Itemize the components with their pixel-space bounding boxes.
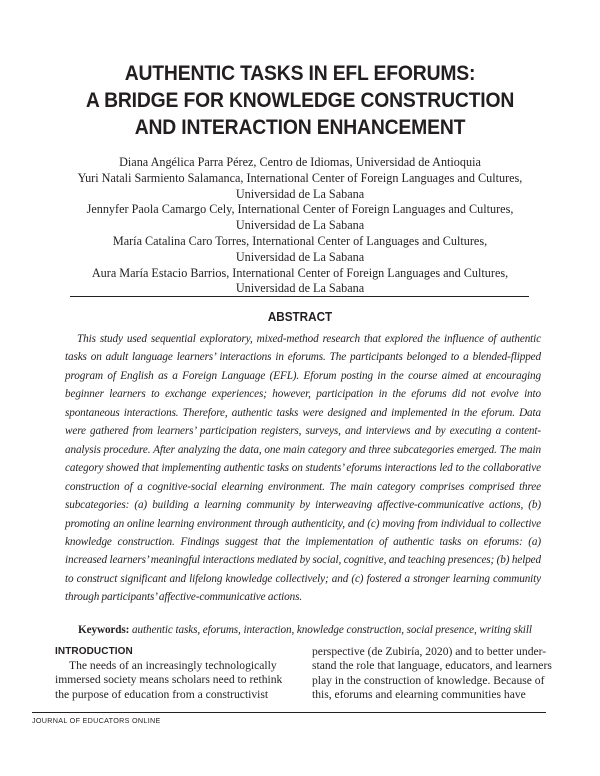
author-line: Jennyfer Paola Camargo Cely, International Center of Foreign Languages and Cultures,: [86, 202, 514, 217]
body-line: perspective (de Zubiría, 2020) and to better under-: [312, 645, 547, 658]
keywords-label: Keywords:: [78, 624, 130, 636]
abstract-body: [65, 330, 541, 607]
author-line: Universidad de La Sabana: [235, 249, 365, 264]
body-column-right: [312, 645, 552, 703]
body-line: stand the role that language, educators, and learners: [312, 659, 552, 673]
body-line: the purpose of education from a constructivist: [55, 687, 269, 701]
abstract-text: This study used sequential exploratory, mixed-method research that explored the influence of authentic tasks on adult language learners’ interactions in eforums. The participants belonged to a blended-flipped program of English as a Foreign Language (EFL). Eforum posting in the course aimed at encouraging beginner learners to exchange experiences; however, participation in the eforums did not evolve into spontaneous interactions. Therefore, authentic tasks were designed and implemented in the eforum. Data were gathered from learners’ participation registers, surveys, and interviews and by executing a content-analysis procedure. After analyzing the data, one main category and three subcategories emerged. The main category showed that implementing authentic tasks on students’ eforums interactions led to the collaborative construction of a cognitive-social elearning environment. The main category comprises comprised three subcategories: (a) building a learning community by interweaving affective-communicative actions, (b) promoting an online learning environment through authenticity, and (c) moving from individual to collective knowledge construction. Findings suggest that the implementation of authentic tasks on eforums: (a) increased learners’ meaningful interactions mediated by social, cognitive, and teaching presences; (b) helped to construct significant and lifelong knowledge collectively; and (c) fostered a stronger learning community through participants’ affective-communicative actions.: [65, 333, 541, 604]
author-line: María Catalina Caro Torres, International Center of Languages and Cultures,: [112, 233, 488, 248]
author-line: Aura María Estacio Barrios, International Center of Foreign Languages and Cultures,: [91, 265, 509, 280]
body-line: immersed society means scholars need to rethink: [55, 673, 283, 687]
section-divider: [70, 296, 529, 297]
keywords-value: authentic tasks, eforums, interaction, knowledge construction, social presence, writing skill: [132, 624, 532, 636]
author-line: Universidad de La Sabana: [235, 218, 365, 233]
keywords-line: [78, 623, 548, 638]
title-line: A BRIDGE FOR KNOWLEDGE CONSTRUCTION: [85, 88, 515, 112]
author-line: Universidad de La Sabana: [235, 186, 365, 201]
journal-footer: JOURNAL OF EDUCATORS ONLINE: [32, 716, 161, 725]
title-line: AND INTERACTION ENHANCEMENT: [134, 115, 466, 139]
body-line: this, eforums and elearning communities have: [312, 688, 526, 702]
body-line: The needs of an increasingly technologically: [69, 659, 277, 672]
author-line: Yuri Natali Sarmiento Salamanca, International Center of Foreign Languages and Cultures,: [77, 170, 523, 185]
abstract-heading: ABSTRACT: [267, 309, 333, 324]
author-line: Diana Angélica Parra Pérez, Centro de Idiomas, Universidad de Antioquia: [119, 155, 481, 169]
title-line: AUTHENTIC TASKS IN EFL EFORUMS:: [124, 61, 476, 85]
author-line: Universidad de La Sabana: [235, 281, 365, 296]
footer-rule: [32, 712, 546, 713]
author-affiliations: [60, 155, 540, 297]
body-column-left: [55, 645, 287, 702]
introduction-heading: INTRODUCTION: [55, 646, 133, 657]
body-line: play in the construction of knowledge. Because of: [312, 673, 545, 687]
paper-title: [84, 60, 516, 141]
